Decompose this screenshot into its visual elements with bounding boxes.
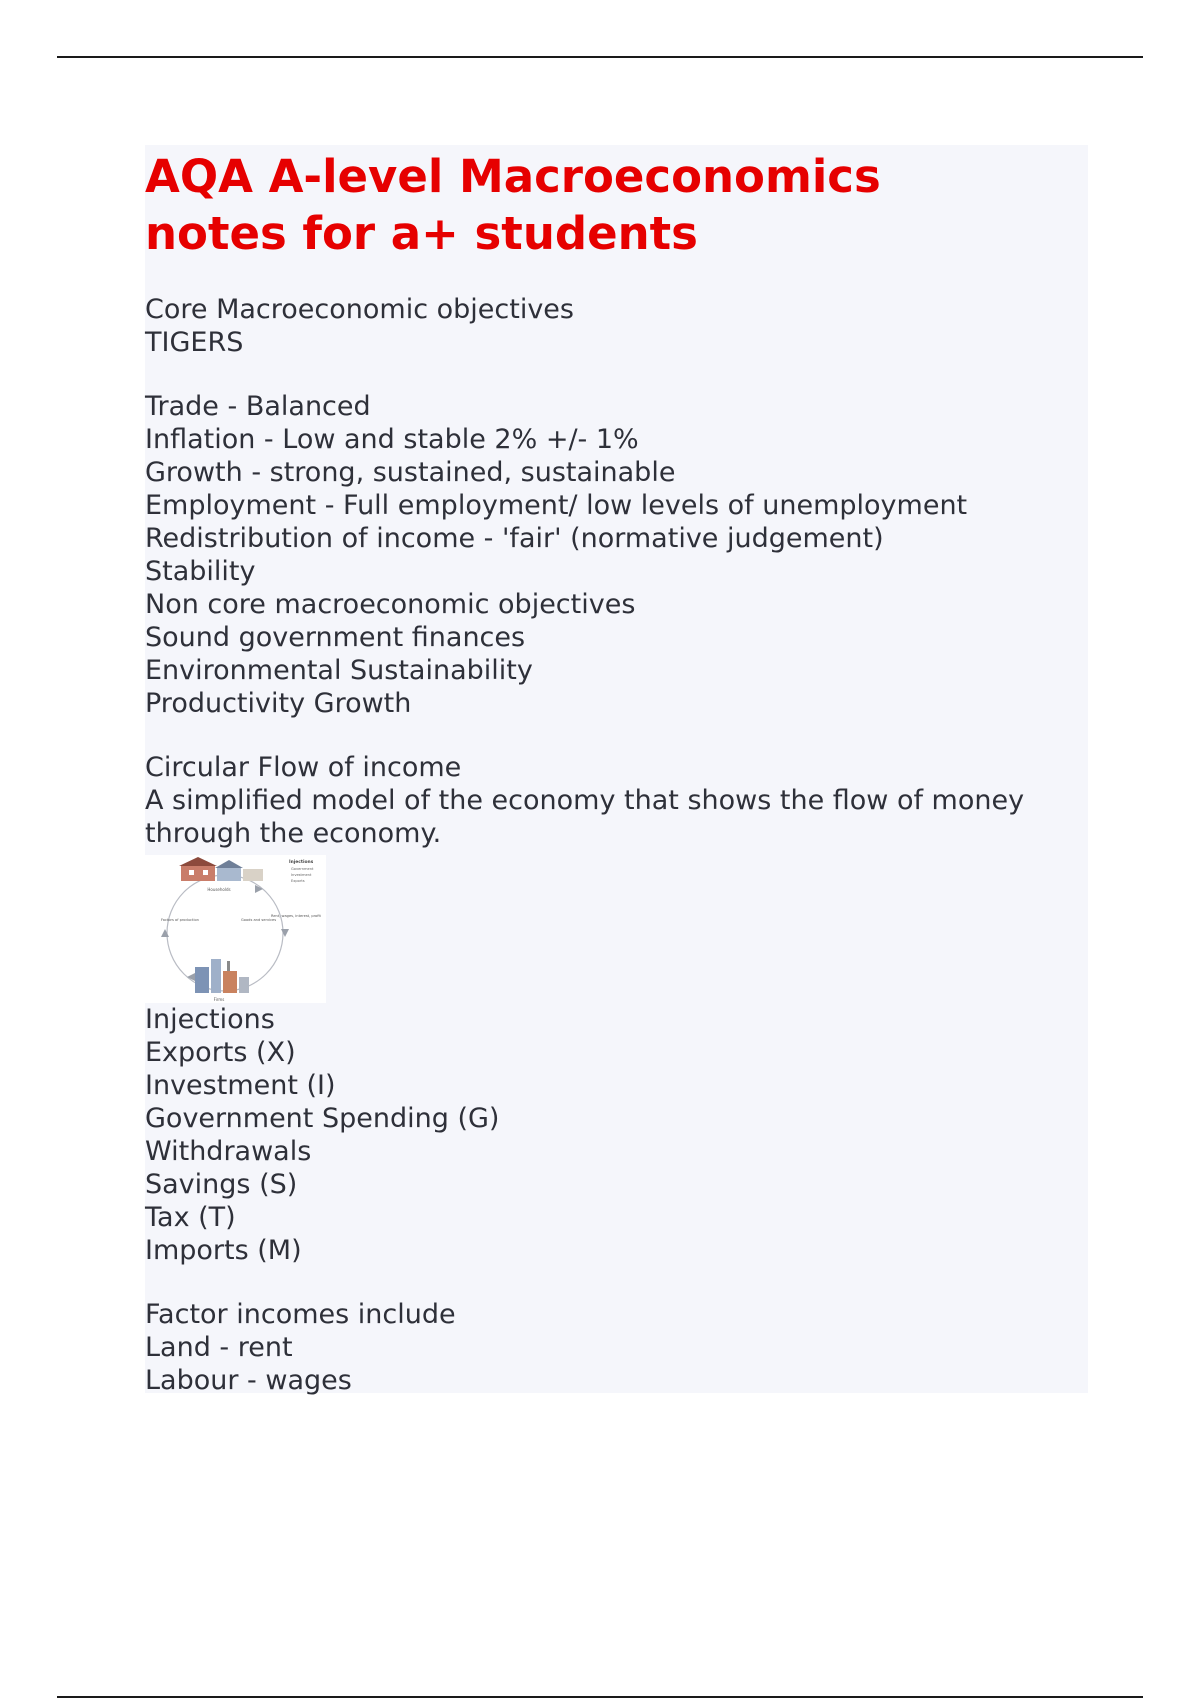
spacer	[145, 720, 1088, 751]
objective-item: Productivity Growth	[145, 688, 412, 719]
withdrawal-item: Tax (T)	[145, 1202, 236, 1233]
spacer	[145, 359, 1088, 390]
circular-flow-description-1: A simplified model of the economy that shows the flow of money	[145, 785, 1025, 816]
objective-item: Inflation - Low and stable 2% +/- 1%	[145, 424, 639, 455]
factor-income-item: Labour - wages	[145, 1365, 352, 1396]
injection-item: Government Spending (G)	[145, 1103, 500, 1134]
title-line-2: notes for a+ students	[145, 207, 698, 260]
top-rule	[57, 56, 1143, 58]
withdrawal-item: Imports (M)	[145, 1235, 302, 1266]
spacer	[145, 262, 1088, 293]
circular-flow-description-2: through the economy.	[145, 818, 442, 849]
objective-item: Employment - Full employment/ low levels of unemployment	[145, 490, 968, 521]
objective-item: Trade - Balanced	[145, 391, 371, 422]
diagram-right-label: Rent, wages, interest, profit	[271, 914, 321, 918]
factor-income-item: Land - rent	[145, 1332, 293, 1363]
diagram-injection-item: Government	[291, 867, 314, 871]
diagram-mid-label: Goods and services	[241, 918, 277, 922]
objective-item: Non core macroeconomic objectives	[145, 589, 636, 620]
objective-item: Redistribution of income - 'fair' (normative judgement)	[145, 523, 884, 554]
circular-flow-diagram	[145, 855, 326, 1003]
bottom-rule	[57, 1696, 1143, 1698]
objectives-heading: Core Macroeconomic objectives	[145, 294, 574, 325]
circular-flow-heading: Circular Flow of income	[145, 752, 462, 783]
objective-item: Environmental Sustainability	[145, 655, 533, 686]
diagram-injection-item: Investment	[291, 873, 312, 877]
diagram-injection-item: Exports	[291, 879, 305, 883]
objectives-acronym: TIGERS	[145, 327, 244, 358]
title-line-1: AQA A-level Macroeconomics	[145, 150, 881, 203]
diagram-households-label: Households	[207, 887, 231, 892]
objective-item: Stability	[145, 556, 256, 587]
objective-item: Sound government finances	[145, 622, 526, 653]
injection-item: Exports (X)	[145, 1037, 296, 1068]
objective-item: Growth - strong, sustained, sustainable	[145, 457, 676, 488]
document-title	[145, 145, 1088, 262]
diagram-left-label: Factors of production	[161, 918, 199, 922]
diagram-injections-title: Injections	[289, 860, 314, 865]
injection-item: Investment (I)	[145, 1070, 336, 1101]
document-content	[145, 145, 1088, 1396]
factor-incomes-heading: Factor incomes include	[145, 1299, 456, 1330]
spacer	[145, 1267, 1088, 1298]
diagram-firms-label: Firms	[213, 997, 225, 1002]
withdrawal-item: Savings (S)	[145, 1169, 298, 1200]
injections-heading: Injections	[145, 1004, 275, 1035]
withdrawals-heading: Withdrawals	[145, 1136, 312, 1167]
